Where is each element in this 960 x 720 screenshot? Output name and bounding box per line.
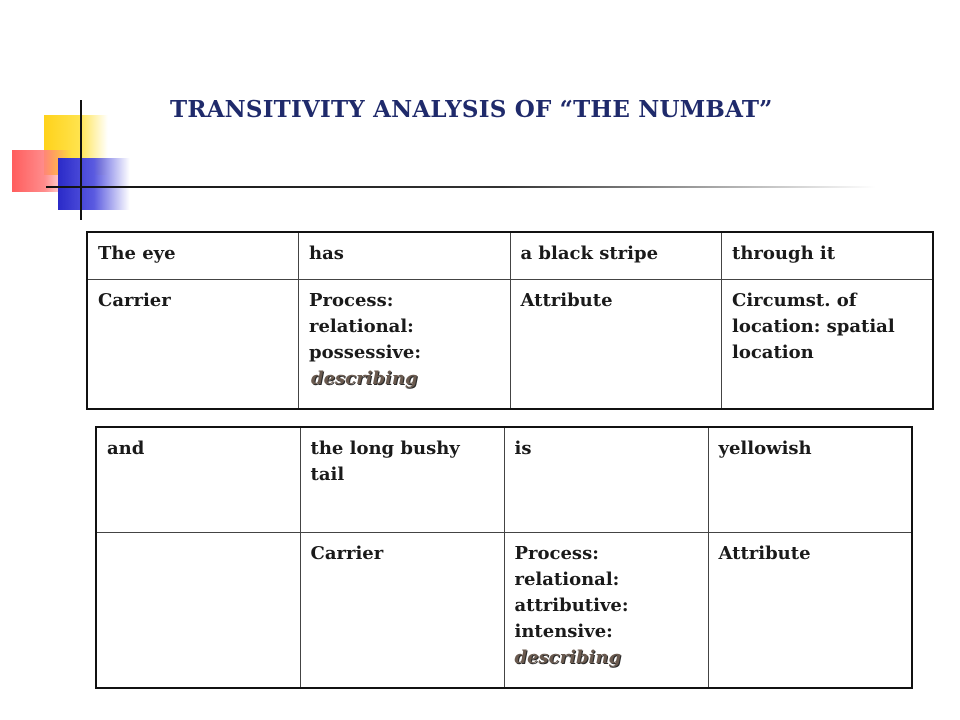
table-cell	[299, 280, 511, 410]
table-cell: a black stripe	[510, 232, 722, 280]
table-cell: yellowish	[708, 427, 912, 533]
table-cell	[300, 427, 504, 533]
table-row	[96, 533, 912, 689]
table-cell: Attribute	[510, 280, 722, 410]
cell-line: location: spatial	[732, 316, 895, 337]
blue-square-decoration	[58, 158, 130, 210]
table-row	[87, 232, 933, 280]
cell-line: possessive:	[309, 342, 421, 363]
yellow-square-decoration	[44, 115, 108, 175]
red-square-decoration	[12, 150, 72, 192]
table-row	[87, 280, 933, 410]
analysis-table-2	[95, 426, 913, 689]
cell-line: attributive:	[514, 595, 629, 616]
vertical-rule	[80, 100, 82, 220]
analysis-table-1	[86, 231, 934, 410]
cell-line: tail	[310, 464, 345, 485]
table-cell: Attribute	[708, 533, 912, 689]
cell-line: relational:	[309, 316, 414, 337]
cell-line: relational:	[514, 569, 620, 590]
emphasis-text: describing	[514, 647, 622, 668]
cell-line: Circumst. of	[732, 290, 857, 311]
cell-line: Process:	[514, 543, 599, 564]
cell-line: Process:	[309, 290, 394, 311]
slide-title: TRANSITIVITY ANALYSIS OF “THE NUMBAT”	[170, 96, 773, 123]
table-cell: Carrier	[87, 280, 299, 410]
horizontal-rule	[46, 186, 876, 188]
table-row	[96, 427, 912, 533]
table-cell	[504, 533, 708, 689]
table-cell	[96, 533, 300, 689]
table-cell: Carrier	[300, 533, 504, 689]
table-cell: The eye	[87, 232, 299, 280]
cell-line: the long bushy	[310, 438, 460, 459]
table-cell: has	[299, 232, 511, 280]
table-cell: is	[504, 427, 708, 533]
emphasis-text: describing	[311, 368, 418, 389]
table-cell: and	[96, 427, 300, 533]
table-cell	[722, 280, 934, 410]
table-cell: through it	[722, 232, 934, 280]
cell-line: location	[732, 342, 814, 363]
cell-line: intensive:	[514, 621, 613, 642]
